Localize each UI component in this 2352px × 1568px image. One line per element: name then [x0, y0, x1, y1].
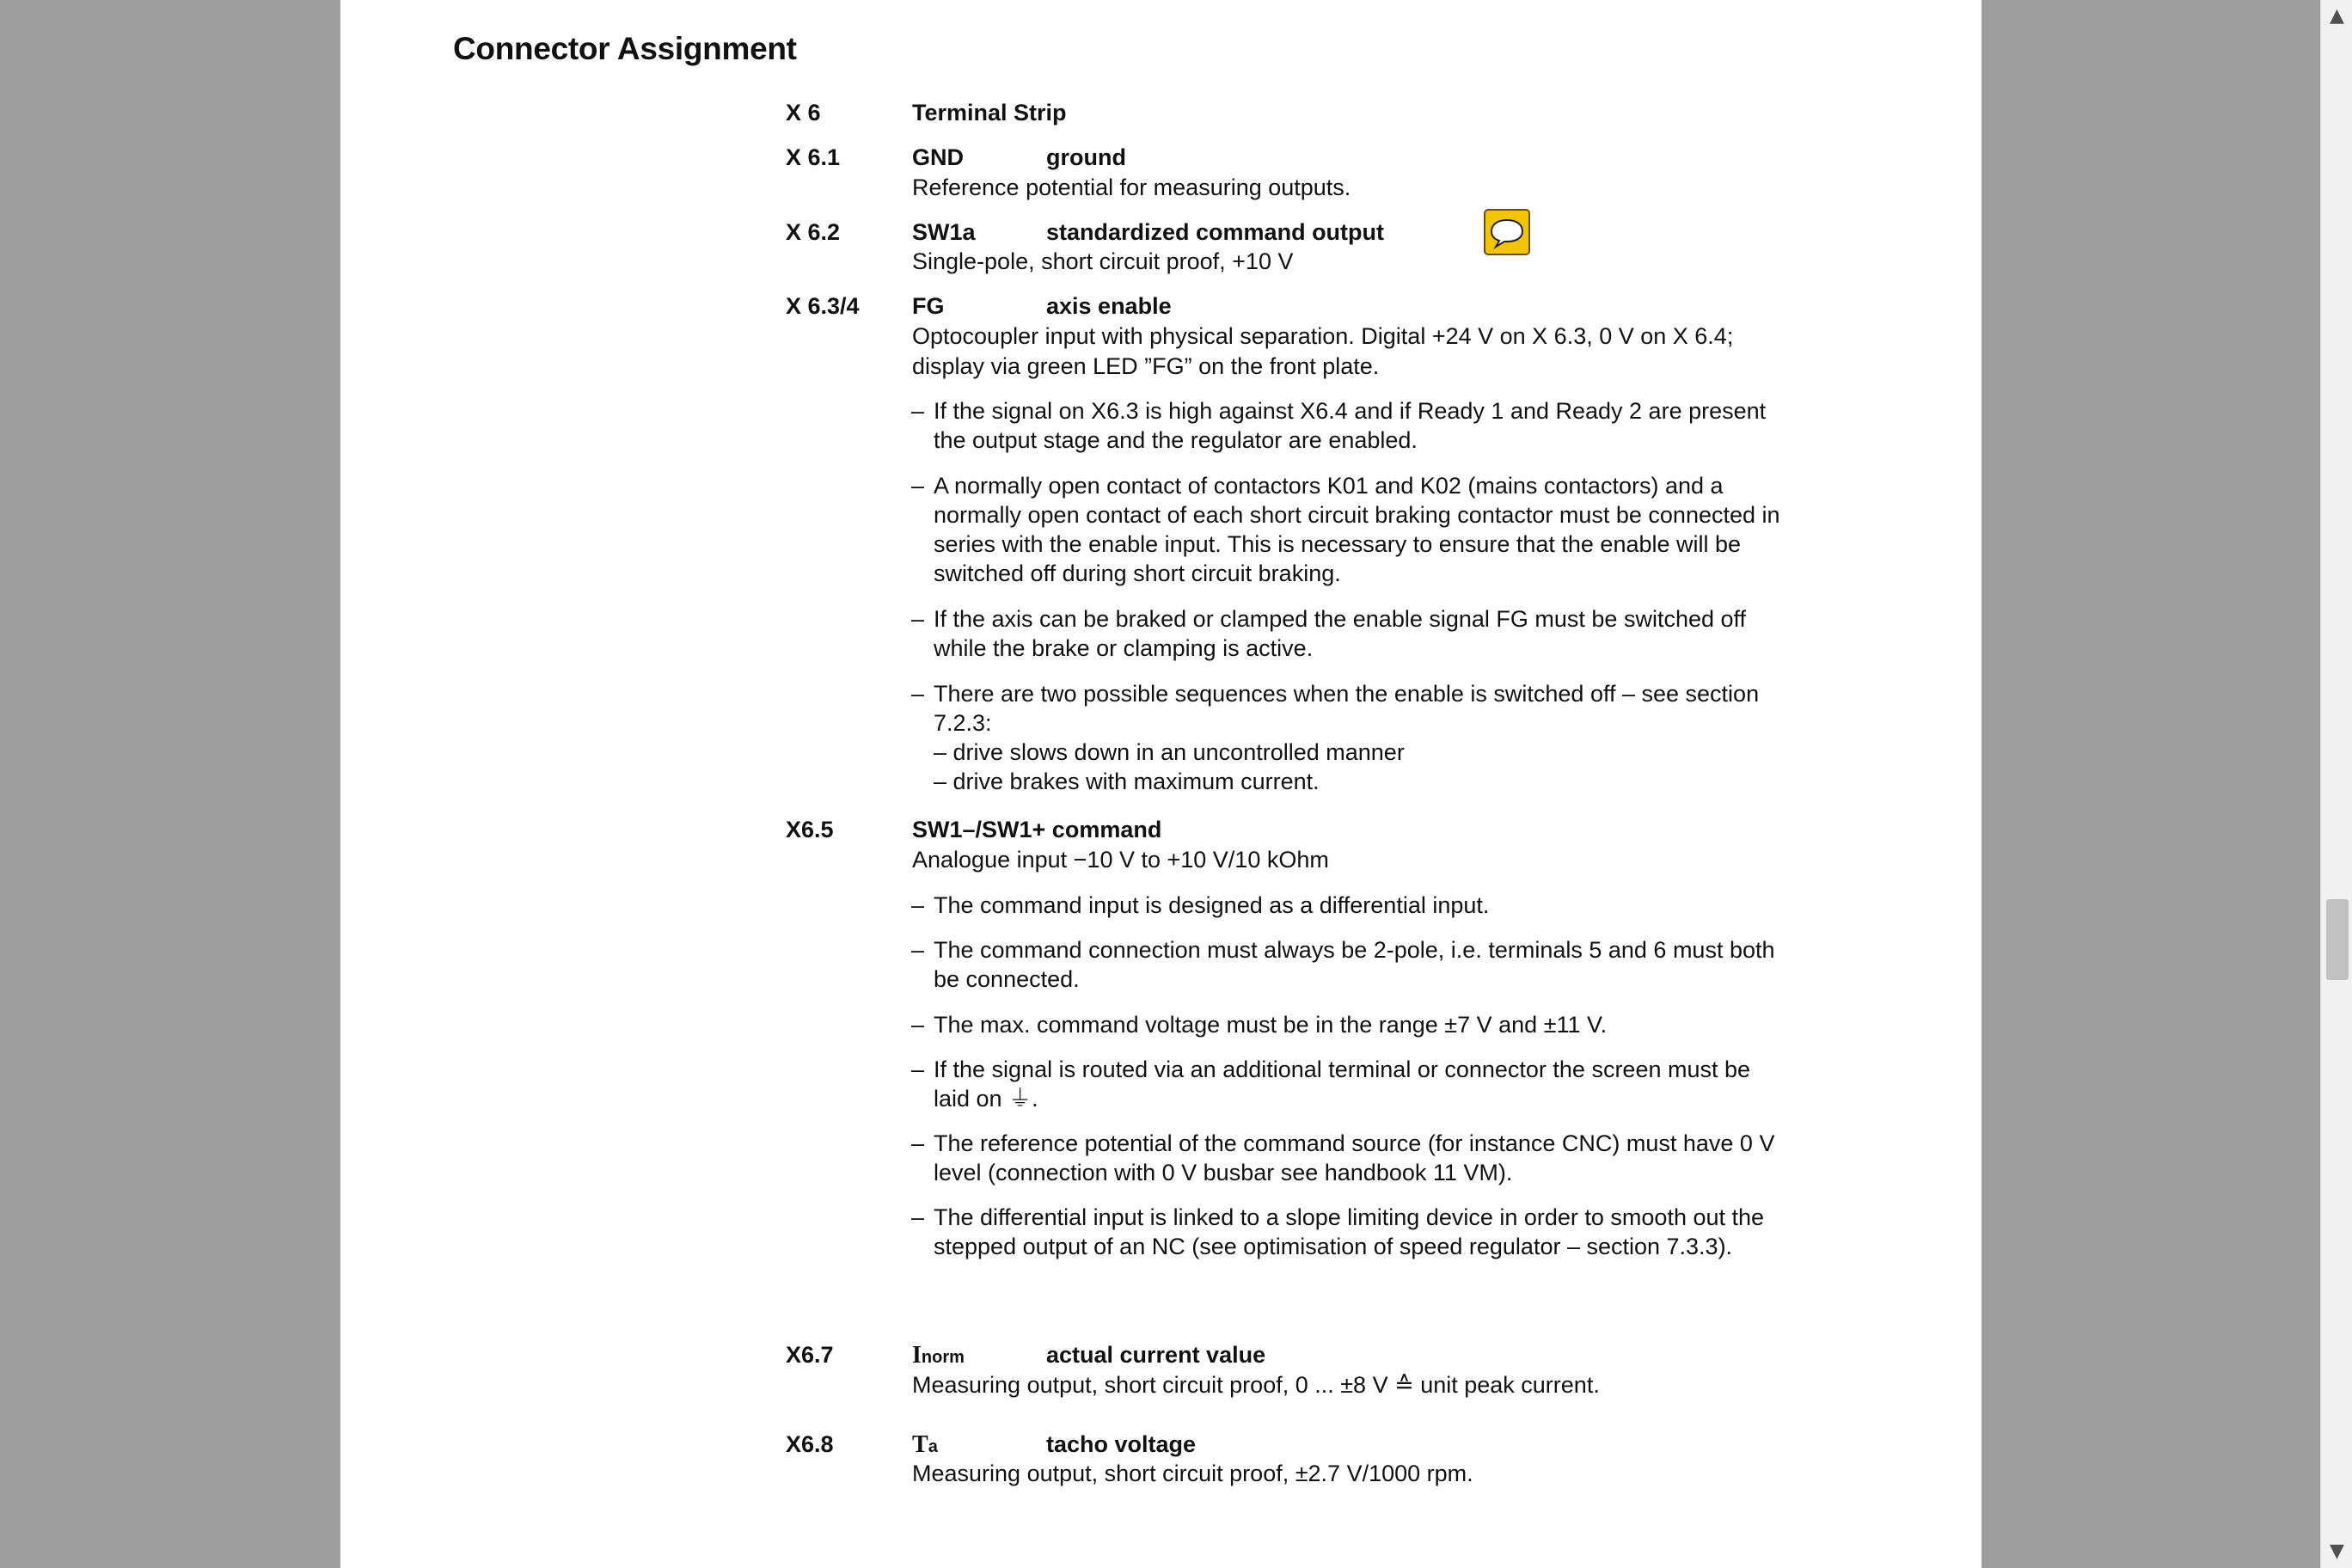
list-item: – If the axis can be braked or clamped the enable signal FG must be switched off while the brake or clamping is active. [911, 606, 1747, 661]
scroll-down-icon[interactable]: ▼ [2330, 1540, 2344, 1562]
connector-symbol: Terminal Strip [912, 100, 1067, 126]
vertical-scrollbar[interactable] [2320, 0, 2352, 1568]
list-item: – If the signal on X6.3 is high against X6.4 and if Ready 1 and Ready 2 are present the output stage and the regulator are enabled. [911, 398, 1767, 453]
connector-symbol: FG [912, 293, 945, 319]
scroll-thumb[interactable] [2326, 899, 2349, 980]
connector-description: Optocoupler input with physical separation. Digital +24 V on X 6.3, 0 V on X 6.4; display via green LED ”FG” on the front plate. [912, 323, 1734, 379]
connector-symbol: Inorm [912, 1342, 965, 1369]
connector-code: X 6.1 [786, 144, 841, 170]
connector-title: tacho voltage [1046, 1431, 1197, 1457]
connector-description: Measuring output, short circuit proof, 0 ... ±8 V ≙ unit peak current. [912, 1372, 1600, 1398]
list-item: – The command input is designed as a differential input. [911, 892, 1490, 918]
sub-list-item: – drive brakes with maximum current. [934, 769, 1320, 794]
scroll-up-icon[interactable]: ▲ [2330, 5, 2344, 27]
connector-description: Analogue input −10 V to +10 V/10 kOhm [912, 847, 1329, 873]
list-item: – There are two possible sequences when the enable is switched off – see section 7.2.3: – drive slows down in an uncontrolled manner – drive brakes with maximum current. [911, 679, 1788, 796]
connector-code: X6.8 [786, 1431, 834, 1457]
connector-code: X 6.2 [786, 219, 841, 245]
page-title: Connector Assignment [453, 31, 797, 66]
connector-symbol: Ta [912, 1431, 938, 1458]
speech-bubble-icon[interactable] [1484, 209, 1530, 255]
connector-title: axis enable [1046, 293, 1172, 319]
connector-code: X 6.3/4 [786, 293, 860, 319]
connector-title: ground [1046, 144, 1126, 170]
connector-description: Measuring output, short circuit proof, ±2.7 V/1000 rpm. [912, 1461, 1473, 1486]
connector-code: X6.7 [786, 1342, 834, 1368]
connector-title: standardized command output [1046, 219, 1385, 245]
connector-symbol: SW1–/SW1+ command [912, 817, 1162, 842]
connector-description: Reference potential for measuring outputs. [912, 175, 1351, 200]
connector-description: Single-pole, short circuit proof, +10 V [912, 248, 1294, 274]
list-item: – The max. command voltage must be in the range ±7 V and ±11 V. [911, 1012, 1608, 1038]
connector-code: X 6 [786, 100, 821, 126]
connector-symbol: SW1a [912, 219, 976, 245]
list-item: – If the signal is routed via an additional terminal or connector the screen must be laid on ⏚. [911, 1057, 1751, 1112]
list-item: – The reference potential of the command source (for instance CNC) must have 0 V level (connection with 0 V busbar see handbook 11 VM). [911, 1130, 1775, 1185]
list-item: – The differential input is linked to a slope limiting device in order to smooth out the stepped output of an NC (see optimisation of speed regulator – section 7.3.3). [911, 1204, 1765, 1259]
connector-symbol: GND [912, 144, 964, 170]
list-item: – The command connection must always be 2-pole, i.e. terminals 5 and 6 must both be connected. [911, 937, 1775, 992]
document-page [340, 0, 1981, 1568]
connector-code: X6.5 [786, 817, 834, 842]
connector-title: actual current value [1046, 1342, 1266, 1368]
list-item: – A normally open contact of contactors K01 and K02 (mains contactors) and a normally open contact of each short circuit braking contactor must be connected in series with the enable input. This is necessary to ensure that the enable will be switched off during short circuit braking. [911, 473, 1780, 586]
sub-list-item: – drive slows down in an uncontrolled manner [934, 739, 1405, 765]
